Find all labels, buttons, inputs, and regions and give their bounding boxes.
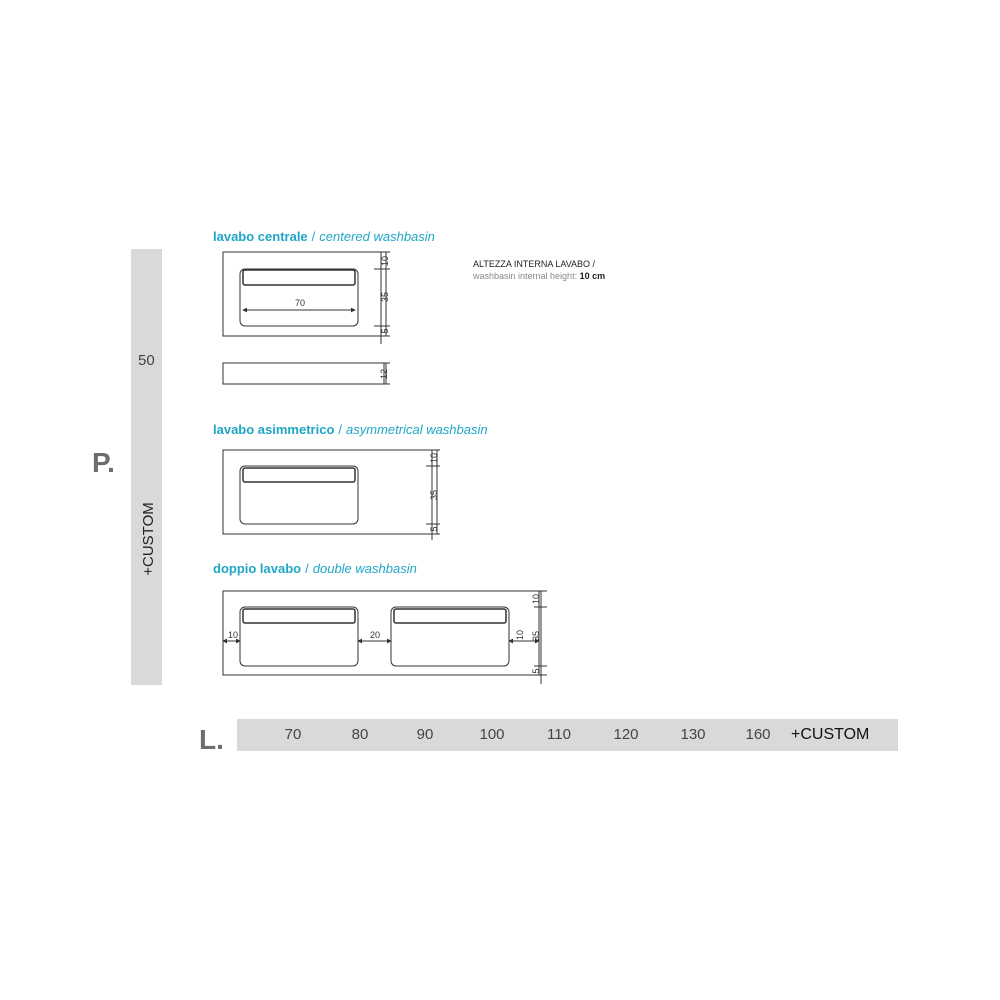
double-basin-right-rim bbox=[394, 609, 506, 623]
centered-countertop bbox=[223, 252, 386, 336]
double-countertop bbox=[223, 591, 539, 675]
centered-top-view bbox=[223, 252, 390, 344]
dim-asym-basin: 35 bbox=[429, 489, 439, 501]
dim-double-top: 10 bbox=[531, 593, 541, 605]
internal-height-note: ALTEZZA INTERNA LAVABO / washbasin internal height: 10 cm bbox=[473, 259, 606, 281]
section-title-centered: lavabo centrale / centered washbasin bbox=[213, 229, 435, 244]
length-value: 120 bbox=[613, 726, 639, 743]
asymmetrical-basin-rim bbox=[243, 468, 355, 482]
depth-value-50: 50 bbox=[138, 352, 155, 369]
asymmetrical-basin bbox=[240, 466, 358, 524]
length-value: 160 bbox=[745, 726, 771, 743]
centered-side-slab bbox=[223, 363, 386, 384]
length-value: 130 bbox=[680, 726, 706, 743]
asymmetrical-top-view bbox=[223, 450, 440, 540]
dim-asym-top: 10 bbox=[429, 452, 439, 464]
dim-centered-bottom: 5 bbox=[380, 328, 390, 334]
dim-centered-thickness: 12 bbox=[379, 368, 389, 380]
dim-double-right: 10 bbox=[515, 629, 525, 641]
length-value: 110 bbox=[547, 726, 571, 743]
dim-asym-bottom: 5 bbox=[429, 526, 439, 532]
length-value: 90 bbox=[416, 726, 434, 743]
length-value: 100 bbox=[479, 726, 505, 743]
centered-side-view bbox=[223, 363, 390, 384]
length-letter: L. bbox=[199, 724, 224, 755]
double-top-view bbox=[223, 591, 547, 684]
dim-double-gap: 20 bbox=[369, 630, 381, 640]
double-basin-left-rim bbox=[243, 609, 355, 623]
dim-centered-basin: 35 bbox=[380, 291, 390, 303]
double-basin-right bbox=[391, 607, 509, 666]
dim-double-bottom: 5 bbox=[531, 668, 541, 674]
dim-centered-width: 70 bbox=[294, 298, 306, 308]
dim-double-left: 10 bbox=[227, 630, 239, 640]
section-title-asymmetrical: lavabo asimmetrico / asymmetrical washbasin bbox=[213, 422, 488, 437]
section-title-double: doppio lavabo / double washbasin bbox=[213, 561, 417, 576]
asymmetrical-countertop bbox=[223, 450, 437, 534]
depth-custom: +CUSTOM bbox=[140, 502, 157, 576]
double-basin-left bbox=[240, 607, 358, 666]
dim-centered-top: 10 bbox=[380, 255, 390, 267]
depth-letter: P. bbox=[92, 447, 115, 478]
centered-basin-rim bbox=[243, 270, 355, 285]
length-value: 80 bbox=[351, 726, 369, 743]
dim-double-basin: 35 bbox=[531, 630, 541, 642]
length-custom: +CUSTOM bbox=[791, 726, 870, 743]
length-value: 70 bbox=[284, 726, 302, 743]
